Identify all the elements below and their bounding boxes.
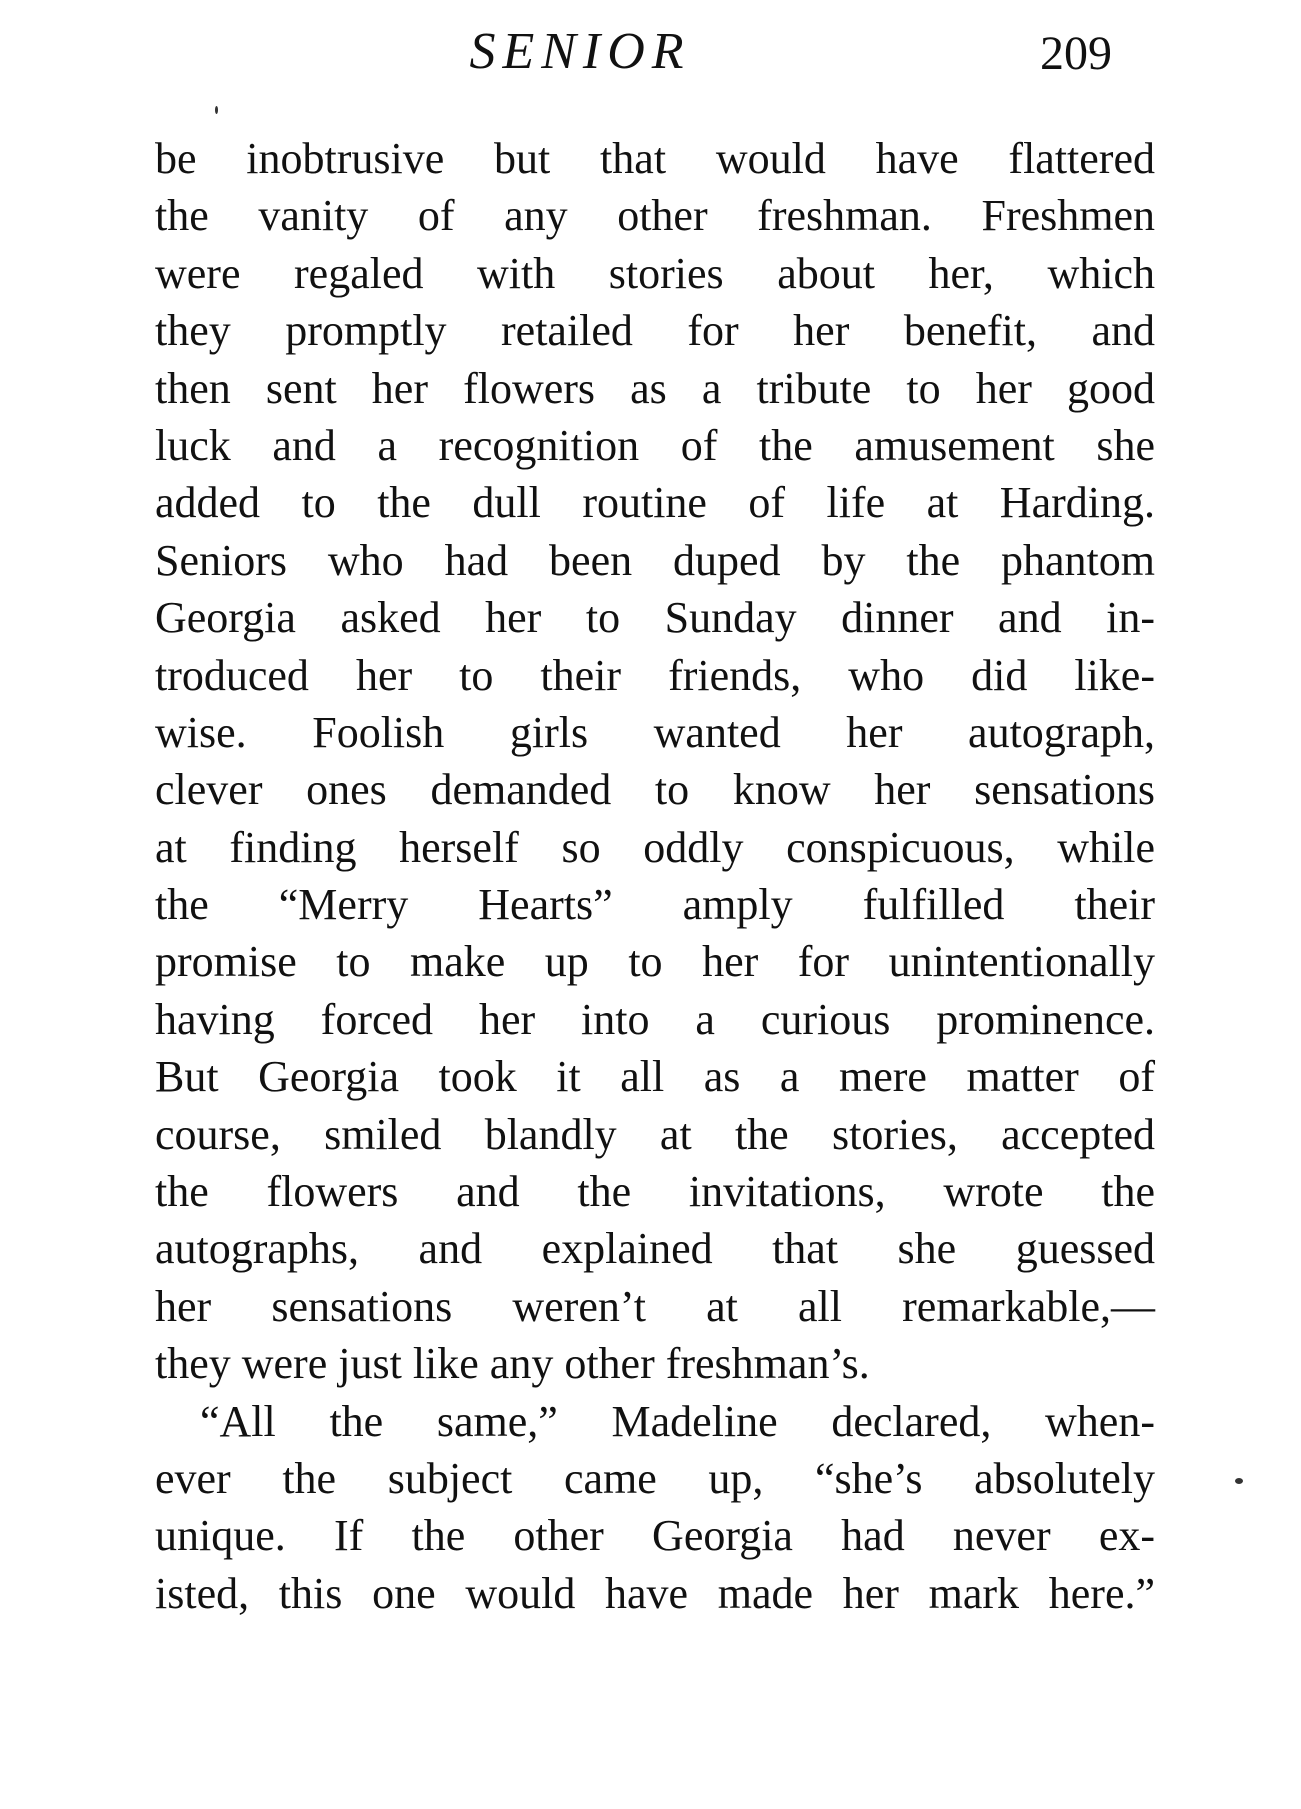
text-line: But Georgia took it all as a mere matter of xyxy=(155,1052,1155,1102)
paragraph xyxy=(155,1393,1155,1623)
text-line: the “Merry Hearts” amply fulfilled their xyxy=(155,880,1155,930)
text-line: having forced her into a curious prominence. xyxy=(155,994,1155,1044)
text-line: Seniors who had been duped by the phantom xyxy=(155,535,1155,585)
text-line: unique. If the other Georgia had never ex- xyxy=(155,1511,1155,1561)
text-line: troduced her to their friends, who did like- xyxy=(155,650,1155,700)
text-line: wise. Foolish girls wanted her autograph, xyxy=(155,707,1155,757)
text-line: at finding herself so oddly conspicuous, while xyxy=(155,822,1155,872)
text-line: autographs, and explained that she guessed xyxy=(155,1224,1155,1274)
scan-speck xyxy=(1235,1478,1243,1484)
text-line: they were just like any other freshman’s. xyxy=(155,1339,870,1389)
text-line: the vanity of any other freshman. Freshmen xyxy=(155,191,1155,241)
page-number: 209 xyxy=(1040,27,1112,80)
scan-speck xyxy=(215,106,218,114)
text-line: then sent her flowers as a tribute to her good xyxy=(155,363,1155,413)
paragraph xyxy=(155,130,1155,1393)
text-line: added to the dull routine of life at Harding. xyxy=(155,478,1155,528)
text-line: clever ones demanded to know her sensations xyxy=(155,765,1155,815)
text-line: promise to make up to her for unintentionally xyxy=(155,937,1155,987)
text-line: the flowers and the invitations, wrote the xyxy=(155,1167,1155,1217)
text-line: ever the subject came up, “she’s absolutely xyxy=(155,1453,1155,1503)
text-line: Georgia asked her to Sunday dinner and in- xyxy=(155,593,1155,643)
running-title: SENIOR xyxy=(469,23,691,80)
text-line: course, smiled blandly at the stories, accepted xyxy=(155,1109,1155,1159)
text-line: isted, this one would have made her mark here.” xyxy=(155,1568,1155,1618)
text-line: “All the same,” Madeline declared, when- xyxy=(200,1396,1155,1446)
text-line: they promptly retailed for her benefit, and xyxy=(155,306,1155,356)
text-line: be inobtrusive but that would have flattered xyxy=(155,134,1155,183)
body-text xyxy=(155,130,1155,1622)
text-line: luck and a recognition of the amusement she xyxy=(155,420,1155,470)
text-line: her sensations weren’t at all remarkable,— xyxy=(155,1281,1155,1331)
text-line: were regaled with stories about her, which xyxy=(155,248,1155,298)
